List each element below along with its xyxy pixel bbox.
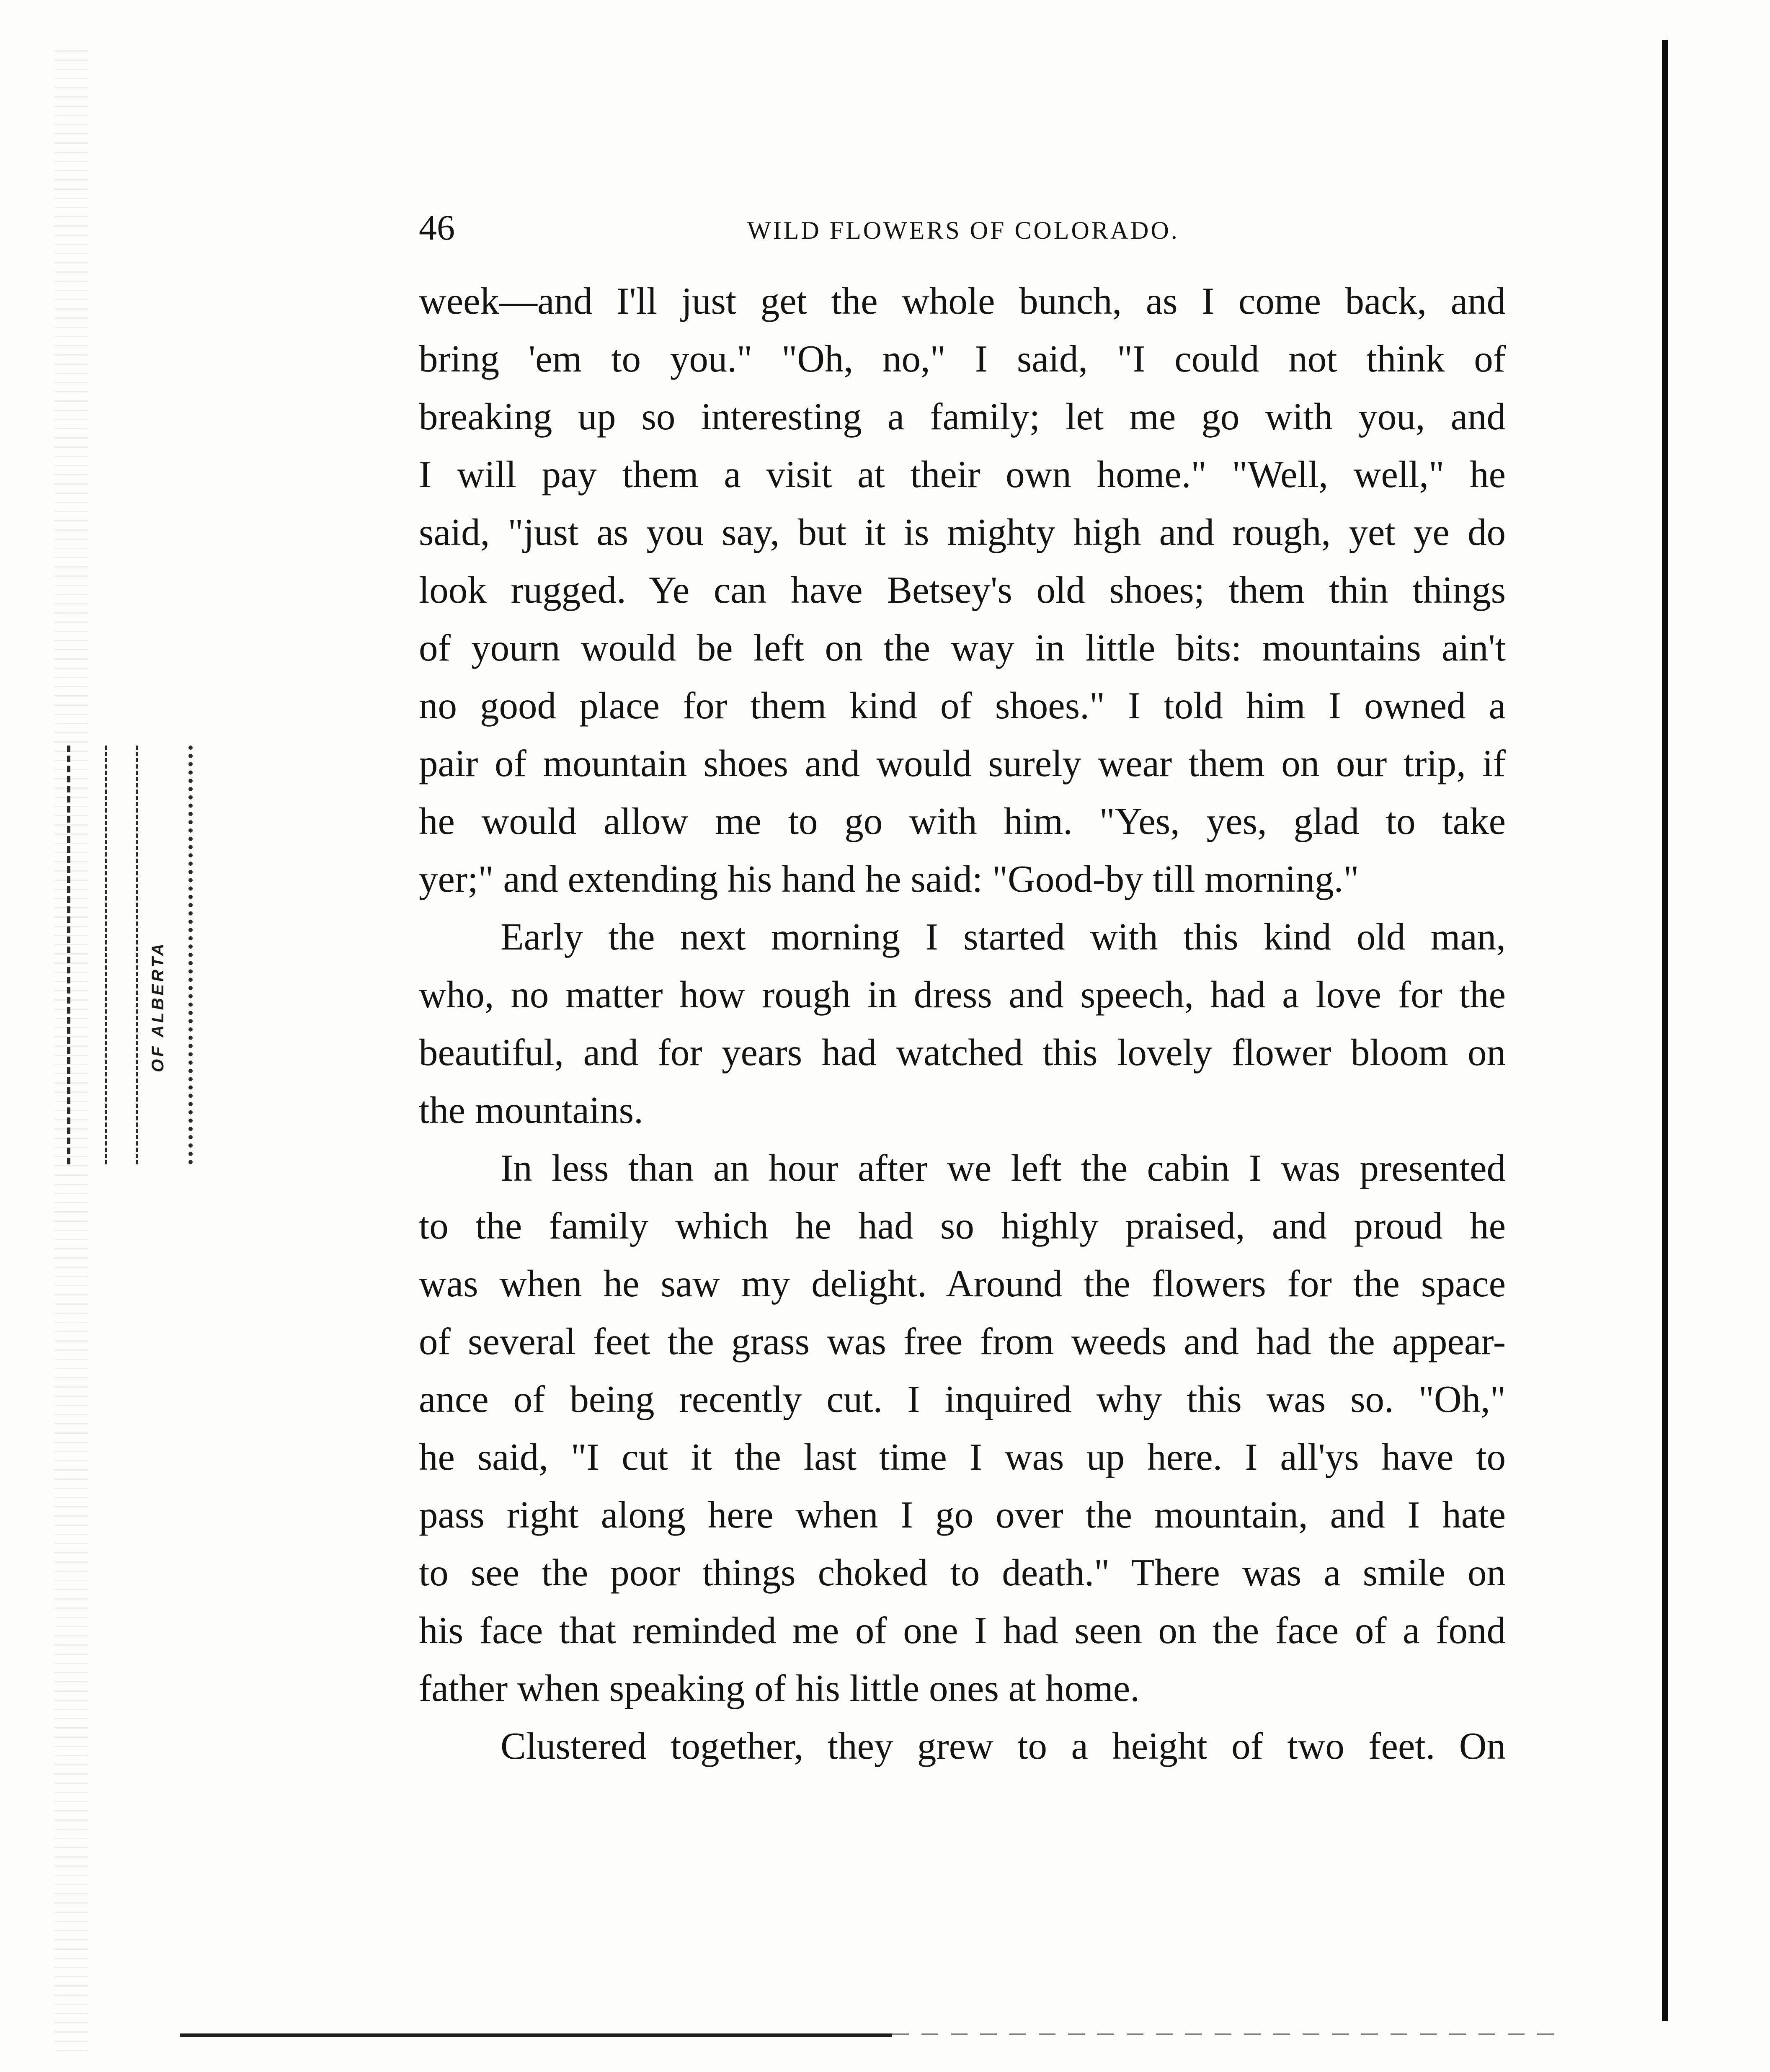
text-line: who, no matter how rough in dress and speech, had a love for the (419, 973, 1506, 1016)
text-line: he would allow me to go with him. "Yes, yes, glad to take (419, 800, 1506, 842)
page-right-edge (1662, 40, 1668, 2021)
stamp-label: OF ALBERTA (149, 941, 167, 1072)
text-line: I will pay them a visit at their own home." "Well, well," he (419, 453, 1506, 495)
stamp-bar (136, 746, 138, 1164)
body-text (419, 272, 1506, 1775)
text-line: pair of mountain shoes and would surely wear them on our trip, if (419, 742, 1506, 784)
stamp-bar (67, 746, 70, 1164)
text-line: breaking up so interesting a family; let me go with you, and (419, 395, 1506, 438)
text-line: to see the poor things choked to death." There was a smile on (419, 1551, 1506, 1594)
text-line: beautiful, and for years had watched this lovely flower bloom on (419, 1031, 1506, 1073)
page-bottom-edge (180, 2033, 892, 2037)
text-line: yer;" and extending his hand he said: "Good-by till morning." (419, 858, 1359, 900)
text-line: to the family which he had so highly praised, and proud he (419, 1205, 1506, 1247)
library-stamp (63, 746, 201, 1164)
text-line: ance of being recently cut. I inquired why this was so. "Oh," (419, 1378, 1506, 1420)
stamp-bar (188, 746, 193, 1164)
text-line: pass right along here when I go over the mountain, and I hate (419, 1494, 1506, 1536)
page-number: 46 (419, 207, 455, 248)
text-line: bring 'em to you." "Oh, no," I said, "I could not think of (419, 338, 1506, 380)
page-bottom-edge-dashed (892, 2033, 1562, 2035)
text-line: his face that reminded me of one I had seen on the face of a fond (419, 1609, 1506, 1651)
text-line: week—and I'll just get the whole bunch, as I come back, and (419, 280, 1506, 322)
text-line: father when speaking of his little ones at home. (419, 1667, 1140, 1709)
text-line: look rugged. Ye can have Betsey's old shoes; them thin things (419, 569, 1506, 611)
text-line: the mountains. (419, 1089, 643, 1131)
text-line: was when he saw my delight. Around the flowers for the space (419, 1262, 1506, 1305)
text-line: of yourn would be left on the way in little bits: mountains ain't (419, 627, 1506, 669)
text-line: said, "just as you say, but it is mighty high and rough, yet ye do (419, 511, 1506, 553)
paragraph-first-line: In less than an hour after we left the cabin I was presented (501, 1147, 1506, 1189)
text-line: no good place for them kind of shoes." I told him I owned a (419, 684, 1506, 727)
text-line: of several feet the grass was free from weeds and had the appear- (419, 1320, 1506, 1362)
paragraph-first-line: Early the next morning I started with this kind old man, (501, 916, 1506, 958)
paragraph-first-line: Clustered together, they grew to a height of two feet. On (501, 1725, 1506, 1767)
text-line: he said, "I cut it the last time I was up here. I all'ys have to (419, 1436, 1506, 1478)
running-title: WILD FLOWERS OF COLORADO. (747, 217, 1179, 244)
stamp-bar (105, 746, 107, 1164)
